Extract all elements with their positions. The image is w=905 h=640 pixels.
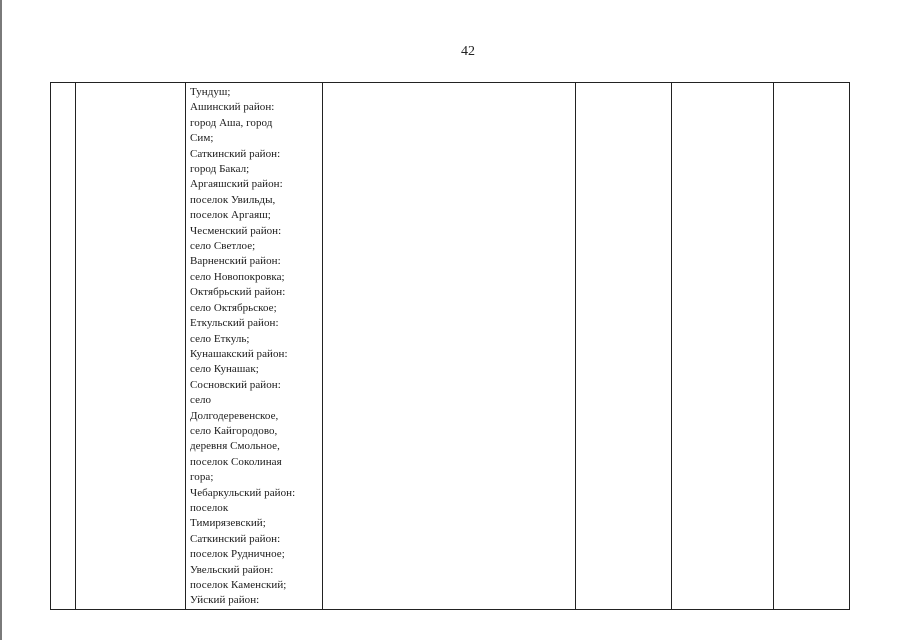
table-cell-locations <box>186 83 323 610</box>
locations-text: Тундуш; Ашинский район: город Аша, город Сим; Саткинский район: город Бакал; Аргаяшский район: поселок Увильды, поселок Аргаяш; Чесменский район: село Светлое; Варненский район: село Новопокровка; Октябрьский район: село Октябрьское; Еткульский район: село Еткуль; Кунашакский район: село Кунашак; Сосновский район: село Долгодеревенское, село Кайгородово, деревня Смольное, поселок Соколиная гора; Чебаркульский район: поселок Тимирязевский; Саткинский район: поселок Рудничное; Увельский район: поселок Каменский; Уйский район: <box>190 86 296 607</box>
table-cell-2 <box>76 83 186 610</box>
table-cell-5 <box>576 83 672 610</box>
table-cell-4 <box>323 83 576 610</box>
table-row <box>51 83 850 610</box>
table-cell-6 <box>672 83 774 610</box>
page-number: 42 <box>461 44 475 59</box>
table-cell-7 <box>774 83 850 610</box>
table-cell-1 <box>51 83 76 610</box>
document-table <box>50 82 850 610</box>
scan-edge <box>0 0 2 640</box>
